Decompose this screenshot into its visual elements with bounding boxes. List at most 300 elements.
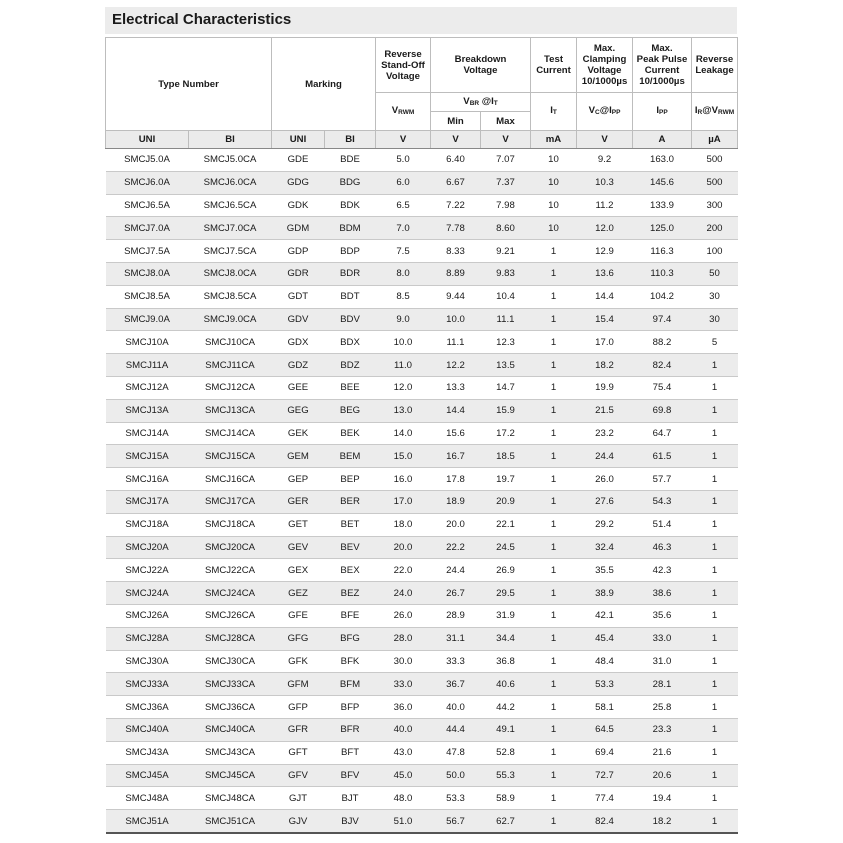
cell-bi-marking: BDG: [325, 171, 376, 194]
cell-bi-marking: BFE: [325, 604, 376, 627]
cell-it: 1: [531, 422, 577, 445]
cell-ipp: 125.0: [633, 217, 692, 240]
cell-uni-type: SMCJ8.0A: [106, 262, 189, 285]
cell-uni-type: SMCJ13A: [106, 399, 189, 422]
cell-bi-type: SMCJ24CA: [189, 582, 272, 605]
cell-bi-marking: BEK: [325, 422, 376, 445]
cell-vbr-min: 12.2: [431, 354, 481, 377]
header-reverse-leakage: Reverse Leakage: [692, 38, 738, 93]
cell-vbr-min: 16.7: [431, 445, 481, 468]
cell-it: 1: [531, 354, 577, 377]
cell-uni-marking: GDE: [272, 149, 325, 172]
cell-vbr-max: 24.5: [481, 536, 531, 559]
cell-vrwm: 15.0: [376, 445, 431, 468]
cell-ir: 1: [692, 513, 738, 536]
cell-vbr-min: 33.3: [431, 650, 481, 673]
header-min: Min: [431, 112, 481, 131]
cell-it: 1: [531, 741, 577, 764]
cell-vbr-max: 12.3: [481, 331, 531, 354]
cell-vbr-max: 14.7: [481, 376, 531, 399]
cell-vrwm: 13.0: [376, 399, 431, 422]
cell-ir: 1: [692, 810, 738, 833]
cell-vc: 17.0: [577, 331, 633, 354]
cell-it: 1: [531, 399, 577, 422]
table-row: [106, 149, 738, 172]
cell-ir: 1: [692, 445, 738, 468]
cell-vrwm: 28.0: [376, 627, 431, 650]
cell-vc: 11.2: [577, 194, 633, 217]
cell-it: 1: [531, 468, 577, 491]
cell-ipp: 54.3: [633, 490, 692, 513]
cell-bi-type: SMCJ30CA: [189, 650, 272, 673]
table-row: [106, 787, 738, 810]
cell-ipp: 31.0: [633, 650, 692, 673]
cell-bi-type: SMCJ13CA: [189, 399, 272, 422]
cell-vbr-min: 8.33: [431, 240, 481, 263]
section-title-bar: [105, 7, 737, 34]
cell-uni-type: SMCJ7.0A: [106, 217, 189, 240]
table-row: [106, 171, 738, 194]
table-row: [106, 673, 738, 696]
cell-uni-type: SMCJ30A: [106, 650, 189, 673]
cell-vc: 13.6: [577, 262, 633, 285]
cell-bi-type: SMCJ28CA: [189, 627, 272, 650]
cell-bi-type: SMCJ16CA: [189, 468, 272, 491]
cell-uni-marking: GFT: [272, 741, 325, 764]
cell-uni-type: SMCJ10A: [106, 331, 189, 354]
cell-uni-marking: GFV: [272, 764, 325, 787]
cell-ir: 1: [692, 354, 738, 377]
cell-ir: 1: [692, 376, 738, 399]
cell-uni-marking: GEE: [272, 376, 325, 399]
cell-it: 10: [531, 171, 577, 194]
cell-vrwm: 18.0: [376, 513, 431, 536]
symbol-vc: $V_C@I_{PP}$: [577, 93, 633, 131]
cell-vrwm: 10.0: [376, 331, 431, 354]
cell-bi-type: SMCJ15CA: [189, 445, 272, 468]
cell-it: 10: [531, 149, 577, 172]
cell-it: 1: [531, 604, 577, 627]
cell-uni-marking: GEZ: [272, 582, 325, 605]
cell-vrwm: 45.0: [376, 764, 431, 787]
cell-ir: 500: [692, 149, 738, 172]
cell-ipp: 20.6: [633, 764, 692, 787]
table-row: [106, 764, 738, 787]
cell-uni-marking: GET: [272, 513, 325, 536]
cell-vrwm: 36.0: [376, 696, 431, 719]
unit-cell: V: [431, 131, 481, 149]
cell-it: 1: [531, 536, 577, 559]
cell-bi-marking: BFR: [325, 718, 376, 741]
cell-ir: 1: [692, 696, 738, 719]
cell-ipp: 57.7: [633, 468, 692, 491]
cell-it: 1: [531, 673, 577, 696]
cell-bi-type: SMCJ33CA: [189, 673, 272, 696]
cell-ipp: 61.5: [633, 445, 692, 468]
table-row: [106, 217, 738, 240]
cell-uni-marking: GFG: [272, 627, 325, 650]
unit-cell: BI: [189, 131, 272, 149]
unit-cell: A: [633, 131, 692, 149]
cell-ipp: 82.4: [633, 354, 692, 377]
cell-bi-marking: BFP: [325, 696, 376, 719]
header-type-number: Type Number: [106, 38, 272, 131]
cell-ir: 1: [692, 787, 738, 810]
cell-ipp: 145.6: [633, 171, 692, 194]
table-row: [106, 741, 738, 764]
cell-uni-type: SMCJ6.5A: [106, 194, 189, 217]
cell-it: 1: [531, 285, 577, 308]
cell-vbr-max: 29.5: [481, 582, 531, 605]
cell-vc: 26.0: [577, 468, 633, 491]
cell-vbr-max: 9.83: [481, 262, 531, 285]
cell-ipp: 18.2: [633, 810, 692, 833]
cell-vc: 9.2: [577, 149, 633, 172]
header-peak-pulse-current: Max. Peak Pulse Current 10/1000µs: [633, 38, 692, 93]
cell-ir: 1: [692, 422, 738, 445]
cell-it: 10: [531, 217, 577, 240]
cell-ir: 100: [692, 240, 738, 263]
cell-bi-type: SMCJ7.0CA: [189, 217, 272, 240]
cell-ir: 1: [692, 399, 738, 422]
cell-it: 1: [531, 308, 577, 331]
cell-uni-marking: GJV: [272, 810, 325, 833]
header-reverse-standoff: Reverse Stand-Off Voltage: [376, 38, 431, 93]
cell-it: 1: [531, 513, 577, 536]
cell-bi-type: SMCJ17CA: [189, 490, 272, 513]
cell-it: 1: [531, 240, 577, 263]
cell-vbr-max: 9.21: [481, 240, 531, 263]
cell-vrwm: 48.0: [376, 787, 431, 810]
cell-bi-marking: BDZ: [325, 354, 376, 377]
cell-uni-marking: GDP: [272, 240, 325, 263]
cell-uni-marking: GEX: [272, 559, 325, 582]
cell-ipp: 88.2: [633, 331, 692, 354]
table-row: [106, 604, 738, 627]
cell-ipp: 97.4: [633, 308, 692, 331]
cell-vbr-min: 24.4: [431, 559, 481, 582]
table-row: [106, 627, 738, 650]
cell-vc: 19.9: [577, 376, 633, 399]
cell-uni-type: SMCJ51A: [106, 810, 189, 833]
cell-ir: 500: [692, 171, 738, 194]
cell-uni-type: SMCJ36A: [106, 696, 189, 719]
cell-bi-marking: BFV: [325, 764, 376, 787]
cell-vbr-max: 13.5: [481, 354, 531, 377]
cell-vrwm: 9.0: [376, 308, 431, 331]
cell-uni-marking: GDM: [272, 217, 325, 240]
table-row: [106, 718, 738, 741]
cell-uni-marking: GEM: [272, 445, 325, 468]
cell-vrwm: 6.5: [376, 194, 431, 217]
cell-vc: 23.2: [577, 422, 633, 445]
cell-vbr-max: 40.6: [481, 673, 531, 696]
section-title: Electrical Characteristics: [112, 11, 292, 28]
cell-vrwm: 5.0: [376, 149, 431, 172]
cell-uni-marking: GDG: [272, 171, 325, 194]
cell-vc: 21.5: [577, 399, 633, 422]
cell-ir: 300: [692, 194, 738, 217]
cell-vbr-min: 7.78: [431, 217, 481, 240]
table-row: [106, 582, 738, 605]
table-row: [106, 194, 738, 217]
header-breakdown-voltage: Breakdown Voltage: [431, 38, 531, 93]
cell-vbr-min: 14.4: [431, 399, 481, 422]
cell-uni-marking: GFK: [272, 650, 325, 673]
cell-bi-marking: BFK: [325, 650, 376, 673]
cell-bi-marking: BFM: [325, 673, 376, 696]
cell-uni-type: SMCJ6.0A: [106, 171, 189, 194]
cell-bi-type: SMCJ12CA: [189, 376, 272, 399]
symbol-vrwm: $V_{RWM}$: [376, 93, 431, 131]
cell-uni-marking: GDX: [272, 331, 325, 354]
cell-uni-type: SMCJ18A: [106, 513, 189, 536]
cell-it: 1: [531, 787, 577, 810]
table-body: [106, 149, 738, 833]
cell-vrwm: 12.0: [376, 376, 431, 399]
cell-it: 1: [531, 810, 577, 833]
cell-ir: 1: [692, 536, 738, 559]
cell-vbr-min: 40.0: [431, 696, 481, 719]
cell-vbr-min: 18.9: [431, 490, 481, 513]
cell-vbr-max: 49.1: [481, 718, 531, 741]
cell-bi-type: SMCJ14CA: [189, 422, 272, 445]
cell-uni-marking: GDZ: [272, 354, 325, 377]
cell-bi-type: SMCJ8.0CA: [189, 262, 272, 285]
cell-bi-type: SMCJ20CA: [189, 536, 272, 559]
cell-bi-marking: BFG: [325, 627, 376, 650]
cell-it: 1: [531, 718, 577, 741]
cell-vbr-max: 58.9: [481, 787, 531, 810]
cell-ir: 5: [692, 331, 738, 354]
cell-bi-type: SMCJ45CA: [189, 764, 272, 787]
cell-vc: 77.4: [577, 787, 633, 810]
cell-uni-type: SMCJ22A: [106, 559, 189, 582]
cell-vbr-min: 28.9: [431, 604, 481, 627]
cell-uni-marking: GDK: [272, 194, 325, 217]
cell-ipp: 46.3: [633, 536, 692, 559]
cell-vbr-max: 34.4: [481, 627, 531, 650]
cell-vbr-min: 17.8: [431, 468, 481, 491]
cell-vc: 38.9: [577, 582, 633, 605]
unit-cell: V: [481, 131, 531, 149]
cell-uni-type: SMCJ5.0A: [106, 149, 189, 172]
cell-vbr-min: 10.0: [431, 308, 481, 331]
cell-bi-type: SMCJ22CA: [189, 559, 272, 582]
header-max: Max: [481, 112, 531, 131]
table-row: [106, 331, 738, 354]
units-row: [106, 131, 738, 149]
cell-it: 10: [531, 194, 577, 217]
table-row: [106, 490, 738, 513]
cell-ipp: 110.3: [633, 262, 692, 285]
cell-uni-type: SMCJ11A: [106, 354, 189, 377]
cell-ipp: 51.4: [633, 513, 692, 536]
cell-it: 1: [531, 696, 577, 719]
table-row: [106, 559, 738, 582]
cell-uni-type: SMCJ40A: [106, 718, 189, 741]
cell-vbr-min: 56.7: [431, 810, 481, 833]
cell-it: 1: [531, 559, 577, 582]
cell-vbr-max: 7.98: [481, 194, 531, 217]
cell-uni-type: SMCJ43A: [106, 741, 189, 764]
cell-vc: 42.1: [577, 604, 633, 627]
cell-vbr-max: 55.3: [481, 764, 531, 787]
cell-vrwm: 51.0: [376, 810, 431, 833]
table-row: [106, 240, 738, 263]
cell-vc: 15.4: [577, 308, 633, 331]
cell-bi-type: SMCJ9.0CA: [189, 308, 272, 331]
cell-bi-type: SMCJ36CA: [189, 696, 272, 719]
cell-uni-marking: GFE: [272, 604, 325, 627]
cell-vbr-min: 7.22: [431, 194, 481, 217]
table-row: [106, 810, 738, 833]
header-clamping-voltage: Max. Clamping Voltage 10/1000µs: [577, 38, 633, 93]
unit-cell: V: [376, 131, 431, 149]
header-marking: Marking: [272, 38, 376, 131]
table-row: [106, 536, 738, 559]
table-row: [106, 285, 738, 308]
cell-vbr-max: 31.9: [481, 604, 531, 627]
cell-ir: 30: [692, 308, 738, 331]
cell-ipp: 35.6: [633, 604, 692, 627]
table-row: [106, 262, 738, 285]
cell-bi-type: SMCJ10CA: [189, 331, 272, 354]
cell-vbr-min: 47.8: [431, 741, 481, 764]
cell-ipp: 64.7: [633, 422, 692, 445]
cell-uni-marking: GEG: [272, 399, 325, 422]
cell-uni-marking: GER: [272, 490, 325, 513]
unit-cell: UNI: [106, 131, 189, 149]
cell-bi-marking: BEM: [325, 445, 376, 468]
cell-vbr-max: 10.4: [481, 285, 531, 308]
cell-vc: 29.2: [577, 513, 633, 536]
cell-ir: 1: [692, 764, 738, 787]
cell-uni-type: SMCJ20A: [106, 536, 189, 559]
cell-uni-marking: GFP: [272, 696, 325, 719]
cell-vc: 53.3: [577, 673, 633, 696]
cell-vbr-min: 20.0: [431, 513, 481, 536]
cell-vbr-max: 26.9: [481, 559, 531, 582]
cell-uni-type: SMCJ12A: [106, 376, 189, 399]
table-row: [106, 376, 738, 399]
cell-vbr-max: 20.9: [481, 490, 531, 513]
cell-ipp: 21.6: [633, 741, 692, 764]
cell-vrwm: 33.0: [376, 673, 431, 696]
cell-vrwm: 22.0: [376, 559, 431, 582]
cell-bi-marking: BET: [325, 513, 376, 536]
cell-vc: 18.2: [577, 354, 633, 377]
cell-ir: 50: [692, 262, 738, 285]
cell-it: 1: [531, 262, 577, 285]
cell-vbr-max: 36.8: [481, 650, 531, 673]
cell-vbr-max: 7.07: [481, 149, 531, 172]
cell-uni-type: SMCJ28A: [106, 627, 189, 650]
table-row: [106, 422, 738, 445]
cell-ipp: 163.0: [633, 149, 692, 172]
cell-ir: 1: [692, 627, 738, 650]
cell-vbr-max: 7.37: [481, 171, 531, 194]
cell-ipp: 75.4: [633, 376, 692, 399]
cell-it: 1: [531, 627, 577, 650]
cell-bi-type: SMCJ18CA: [189, 513, 272, 536]
cell-bi-marking: BDM: [325, 217, 376, 240]
unit-cell: UNI: [272, 131, 325, 149]
cell-vc: 24.4: [577, 445, 633, 468]
cell-uni-type: SMCJ8.5A: [106, 285, 189, 308]
cell-uni-type: SMCJ26A: [106, 604, 189, 627]
cell-vc: 45.4: [577, 627, 633, 650]
cell-bi-type: SMCJ5.0CA: [189, 149, 272, 172]
cell-bi-type: SMCJ6.5CA: [189, 194, 272, 217]
cell-bi-marking: BEV: [325, 536, 376, 559]
cell-vc: 48.4: [577, 650, 633, 673]
cell-ipp: 38.6: [633, 582, 692, 605]
cell-bi-type: SMCJ8.5CA: [189, 285, 272, 308]
cell-bi-marking: BEX: [325, 559, 376, 582]
cell-uni-type: SMCJ45A: [106, 764, 189, 787]
header-test-current: Test Current: [531, 38, 577, 93]
cell-vbr-min: 8.89: [431, 262, 481, 285]
unit-cell: µA: [692, 131, 738, 149]
cell-ir: 1: [692, 604, 738, 627]
cell-ipp: 19.4: [633, 787, 692, 810]
cell-vbr-min: 6.40: [431, 149, 481, 172]
cell-vbr-max: 22.1: [481, 513, 531, 536]
cell-vrwm: 26.0: [376, 604, 431, 627]
cell-ir: 1: [692, 490, 738, 513]
cell-vc: 32.4: [577, 536, 633, 559]
cell-vc: 12.0: [577, 217, 633, 240]
cell-bi-type: SMCJ26CA: [189, 604, 272, 627]
cell-it: 1: [531, 582, 577, 605]
cell-ipp: 23.3: [633, 718, 692, 741]
cell-ipp: 33.0: [633, 627, 692, 650]
cell-uni-marking: GDR: [272, 262, 325, 285]
cell-bi-marking: BEZ: [325, 582, 376, 605]
cell-vc: 72.7: [577, 764, 633, 787]
cell-vbr-min: 36.7: [431, 673, 481, 696]
cell-ipp: 133.9: [633, 194, 692, 217]
cell-vbr-max: 52.8: [481, 741, 531, 764]
cell-it: 1: [531, 650, 577, 673]
unit-cell: V: [577, 131, 633, 149]
cell-vrwm: 24.0: [376, 582, 431, 605]
cell-bi-marking: BDR: [325, 262, 376, 285]
cell-uni-type: SMCJ24A: [106, 582, 189, 605]
symbol-ir: $I_R@V_{RWM}$: [692, 93, 738, 131]
cell-ipp: 42.3: [633, 559, 692, 582]
cell-vrwm: 8.5: [376, 285, 431, 308]
cell-bi-type: SMCJ48CA: [189, 787, 272, 810]
cell-vrwm: 30.0: [376, 650, 431, 673]
cell-vbr-max: 19.7: [481, 468, 531, 491]
cell-vbr-min: 44.4: [431, 718, 481, 741]
table-row: [106, 354, 738, 377]
cell-vbr-max: 18.5: [481, 445, 531, 468]
cell-uni-type: SMCJ14A: [106, 422, 189, 445]
cell-bi-type: SMCJ43CA: [189, 741, 272, 764]
cell-uni-type: SMCJ33A: [106, 673, 189, 696]
cell-uni-marking: GFR: [272, 718, 325, 741]
cell-bi-marking: BFT: [325, 741, 376, 764]
table-row: [106, 696, 738, 719]
cell-ipp: 25.8: [633, 696, 692, 719]
table-row: [106, 308, 738, 331]
cell-vbr-min: 31.1: [431, 627, 481, 650]
cell-bi-marking: BEP: [325, 468, 376, 491]
cell-ipp: 104.2: [633, 285, 692, 308]
